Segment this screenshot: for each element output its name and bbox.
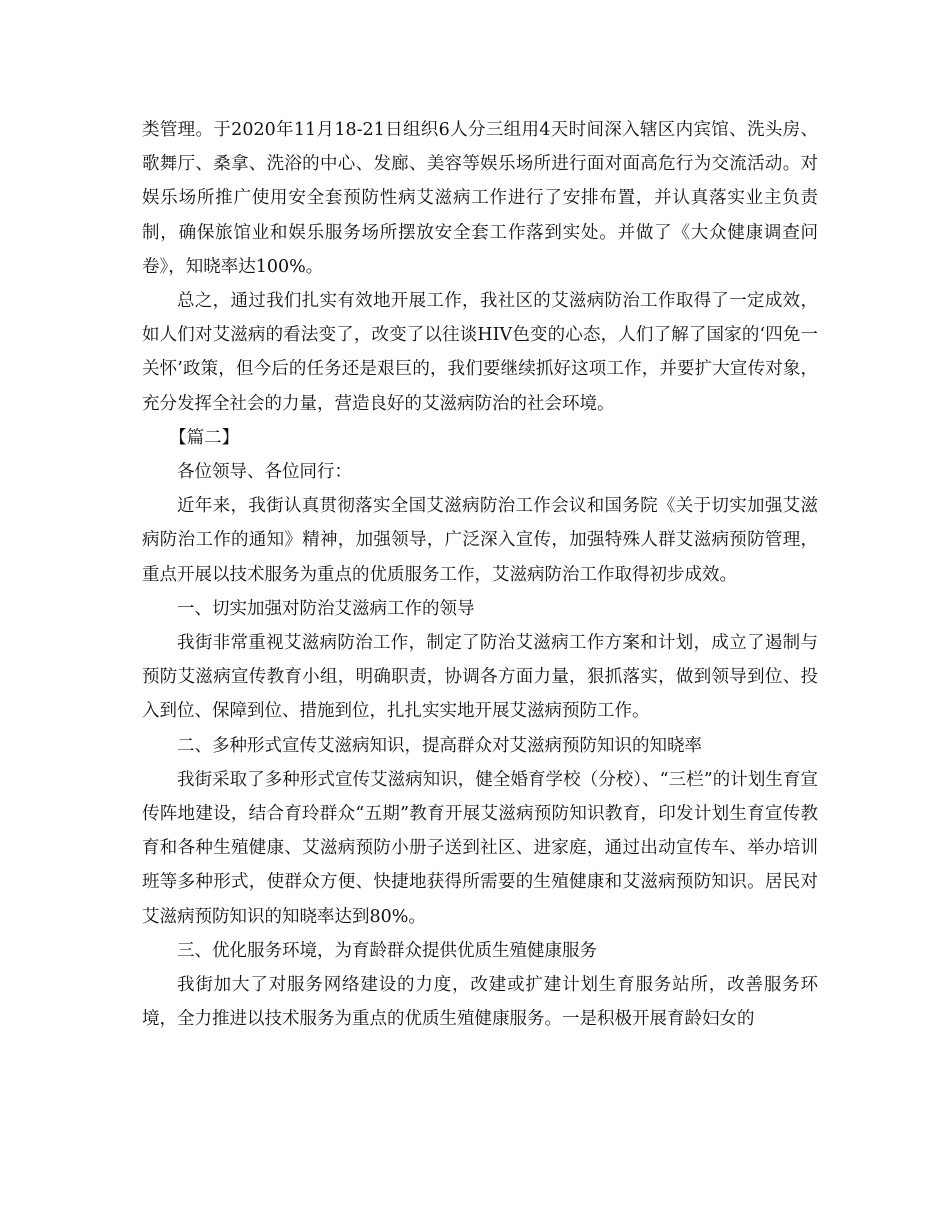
- paragraph-publicity: 我街采取了多种形式宣传艾滋病知识，健全婚育学校（分校）、“三栏”的计划生育宣传阵地建设，结合育玲群众“五期”教育开展艾滋病预防知识教育，印发计划生育宣传教育和各种生殖健康、艾滋病预防小册子送到社区、进家庭，通过出动宣传车、举办培训班等多种形式，使群众方便、快捷地获得所需要的生殖健康和艾滋病预防知识。居民对艾滋病预防知识的知晓率达到80%。: [142, 769, 818, 927]
- heading-publicity: 二、多种形式宣传艾滋病知识，提高群众对艾滋病预防知识的知晓率: [177, 735, 702, 756]
- document-body: [142, 113, 818, 1036]
- salutation: 各位领导、各位同行：: [177, 462, 352, 483]
- heading-leadership: 一、切实加强对防治艾滋病工作的领导: [177, 598, 475, 619]
- section-title: 【篇二】: [169, 427, 240, 448]
- paragraph-leadership: 我街非常重视艾滋病防治工作，制定了防治艾滋病工作方案和计划，成立了遏制与预防艾滋病宣传教育小组，明确职责，协调各方面力量，狠抓落实，做到领导到位、投入到位、保障到位、措施到位，扎扎实实地开展艾滋病预防工作。: [142, 633, 818, 722]
- paragraph-summary: 总之，通过我们扎实有效地开展工作，我社区的艾滋病防治工作取得了一定成效，如人们对艾滋病的看法变了，改变了以往谈HIV色变的心态，人们了解了国家的‘四免一关怀’政策，但今后的任务还是艰巨的，我们要继续抓好这项工作，并要扩大宣传对象，充分发挥全社会的力量，营造良好的艾滋病防治的社会环境。: [142, 291, 818, 414]
- heading-service: 三、优化服务环境，为育龄群众提供优质生殖健康服务: [177, 940, 597, 961]
- paragraph-service: 我街加大了对服务网络建设的力度，改建或扩建计划生育服务站所，改善服务环境，全力推进以技术服务为重点的优质生殖健康服务。一是积极开展育龄妇女的: [142, 975, 818, 1030]
- paragraph-intro-continued: 类管理。于2020年11月18-21日组织6人分三组用4天时间深入辖区内宾馆、洗头房、歌舞厅、桑拿、洗浴的中心、发廊、美容等娱乐场所进行面对面高危行为交流活动。对娱乐场所推广使用安全套预防性病艾滋病工作进行了安排布置，并认真落实业主负责制，确保旅馆业和娱乐服务场所摆放安全套工作落到实处。并做了《大众健康调查问卷》，知晓率达100%。: [142, 120, 818, 277]
- paragraph-overview: 近年来，我街认真贯彻落实全国艾滋病防治工作会议和国务院《关于切实加强艾滋病防治工作的通知》精神，加强领导，广泛深入宣传，加强特殊人群艾滋病预防管理，重点开展以技术服务为重点的优质服务工作，艾滋病防治工作取得初步成效。: [142, 496, 818, 585]
